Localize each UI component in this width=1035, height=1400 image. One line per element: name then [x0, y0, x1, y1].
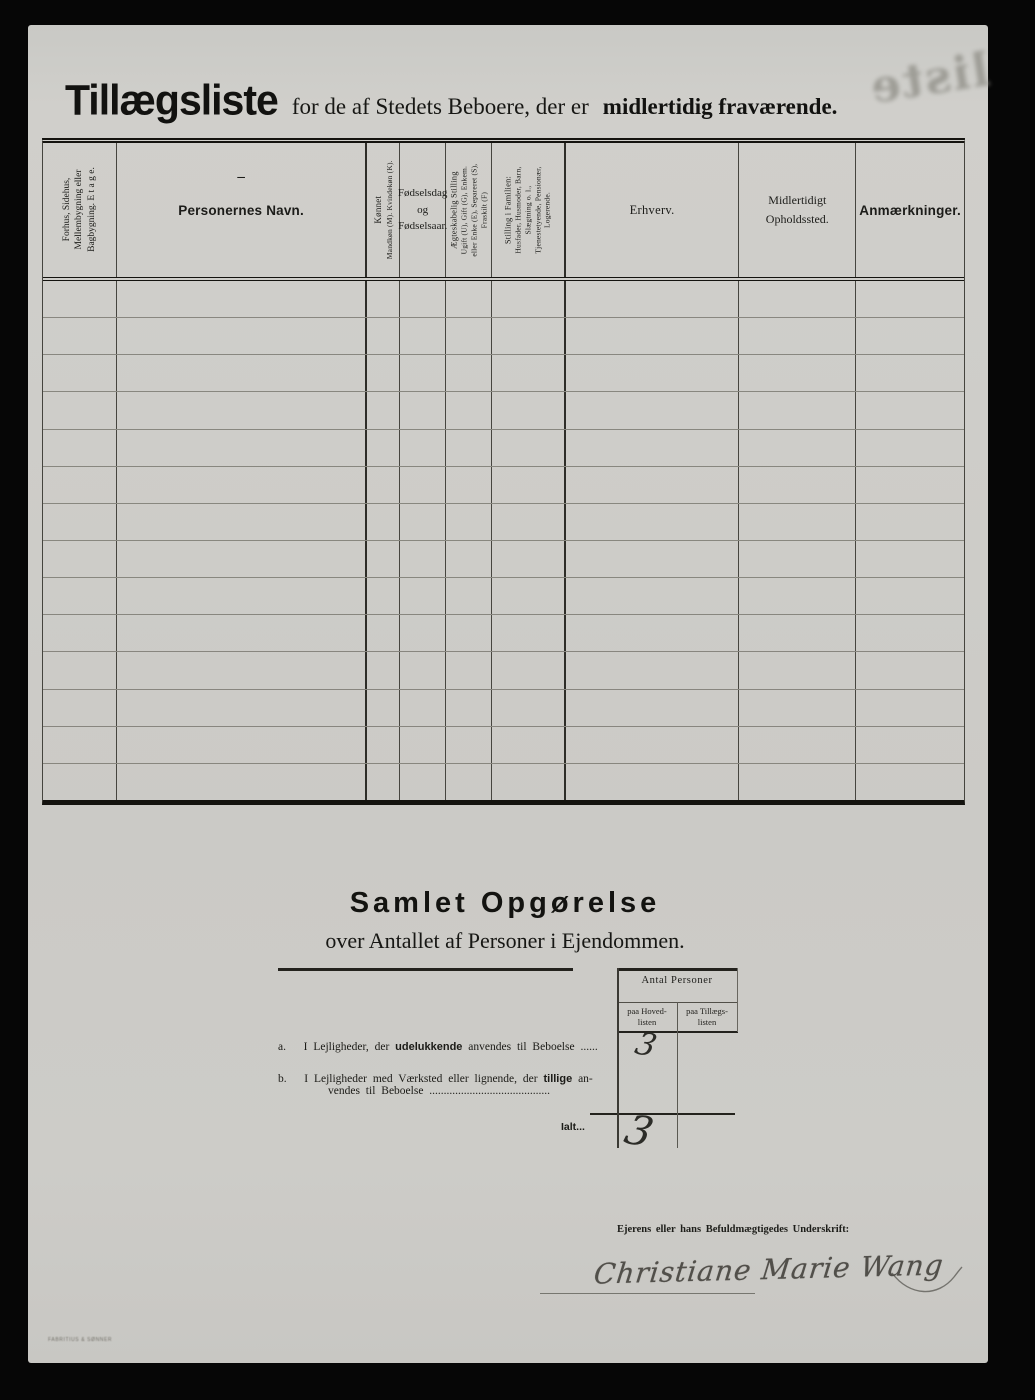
table-cell [400, 430, 446, 466]
table-cell [43, 764, 117, 800]
table-cell [566, 430, 740, 466]
header-building-l1: Forhus, Sidehus, [61, 178, 72, 242]
table-cell [400, 615, 446, 651]
table-cell [117, 690, 368, 726]
table-cell [739, 578, 856, 614]
table-cell [739, 392, 856, 428]
header-residence-text [739, 143, 855, 277]
summary-subheading: over Antallet af Personer i Ejendommen. [325, 928, 685, 953]
header-occupation-label: Erhverv. [629, 202, 675, 217]
header-remarks-label: Anmærkninger. [859, 202, 961, 218]
table-cell [367, 281, 400, 317]
header-marital-l1: Ægteskabelig Stilling [448, 171, 459, 249]
header-marital [446, 143, 492, 277]
header-birth [397, 143, 448, 277]
table-cell [492, 392, 566, 428]
table-cell [117, 764, 368, 800]
table-row [43, 281, 964, 318]
table-cell [367, 764, 400, 800]
table-cell [566, 727, 740, 763]
table-cell [367, 652, 400, 688]
header-family-l4: Tjenestetyende, Pensionær, [533, 166, 543, 254]
table-cell [367, 727, 400, 763]
form-title-rest: for de af Stedets Beboere, der er [291, 94, 589, 119]
header-residence [739, 143, 856, 277]
header-marital-text [448, 163, 488, 256]
table-cell [856, 504, 964, 540]
table-cell [43, 615, 117, 651]
table-row [43, 541, 964, 578]
header-residence-l1: Midlertidigt [768, 192, 827, 207]
table-cell [117, 355, 368, 391]
table-cell [367, 615, 400, 651]
table-cell [446, 727, 492, 763]
header-birth-l2: og [417, 203, 429, 216]
header-building-l2: Mellembygning eller [74, 170, 85, 250]
table-row [43, 727, 964, 764]
summary-row-a [278, 1041, 610, 1053]
table-row [43, 690, 964, 727]
header-residence-l2: Opholdssted. [765, 212, 829, 226]
header-family [492, 143, 566, 277]
table-cell [117, 652, 368, 688]
table-row [43, 615, 964, 652]
table-cell [566, 355, 740, 391]
table-cell [566, 392, 740, 428]
table-cell [492, 541, 566, 577]
header-family-l3: Slægtning o. l., [523, 185, 533, 235]
header-family-text [503, 166, 553, 253]
header-occupation [566, 143, 740, 277]
table-cell [43, 504, 117, 540]
summary-row-b-post: an- [572, 1073, 593, 1085]
summary-row-a-post: anvendes til Beboelse ...... [462, 1041, 598, 1053]
persons-table [42, 138, 965, 805]
header-marital-l2: Ugift (U), Gift (G), Enkem. [459, 165, 469, 255]
table-row [43, 318, 964, 355]
header-birth-l1: Fødselsdag [397, 187, 448, 200]
table-cell [446, 541, 492, 577]
table-cell [739, 541, 856, 577]
table-cell [739, 318, 856, 354]
header-name-label: Personernes Navn. [178, 202, 304, 218]
census-form-page [28, 25, 994, 1363]
summary-row-a-bold: udelukkende [395, 1041, 463, 1053]
table-cell [43, 690, 117, 726]
table-cell [856, 541, 964, 577]
table-cell [43, 652, 117, 688]
table-row [43, 467, 964, 504]
summary-row-b-label: b. [278, 1073, 287, 1085]
table-cell [400, 318, 446, 354]
summary-col-tillaegs-l1: paa Tillægs- [686, 1006, 728, 1016]
table-cell [367, 578, 400, 614]
table-cell [446, 318, 492, 354]
table-cell [117, 467, 368, 503]
table-cell [739, 430, 856, 466]
table-cell [446, 467, 492, 503]
header-sex-text [373, 161, 394, 260]
table-cell [117, 281, 368, 317]
header-birth-l3: Fødselsaar. [398, 220, 448, 233]
table-cell [739, 355, 856, 391]
summary-row-a-label: a. [278, 1041, 286, 1053]
table-cell [446, 578, 492, 614]
header-building [43, 143, 117, 277]
table-row [43, 392, 964, 429]
summary-vline-left [617, 968, 619, 1148]
table-cell [856, 281, 964, 317]
summary-col-hovedlisten [617, 1006, 677, 1027]
table-row [43, 578, 964, 615]
header-name-dash: – [237, 169, 245, 185]
table-cell [566, 318, 740, 354]
summary-row-b-bold: tillige [543, 1073, 573, 1085]
table-cell [117, 392, 368, 428]
table-cell [446, 392, 492, 428]
header-name [117, 143, 368, 277]
table-cell [856, 318, 964, 354]
table-cell [492, 430, 566, 466]
table-row [43, 652, 964, 689]
table-cell [566, 652, 740, 688]
signature-label: Ejerens eller hans Befuldmægtigedes Underskrift: [617, 1224, 850, 1235]
table-cell [117, 578, 368, 614]
table-cell [367, 318, 400, 354]
table-cell [492, 504, 566, 540]
table-cell [367, 467, 400, 503]
table-row [43, 764, 964, 800]
table-cell [117, 504, 368, 540]
table-cell [43, 727, 117, 763]
table-cell [566, 764, 740, 800]
table-cell [446, 690, 492, 726]
summary-count-header: Antal Personer [641, 975, 713, 986]
table-cell [400, 281, 446, 317]
table-cell [446, 504, 492, 540]
form-title-main: Tillægsliste [65, 75, 278, 125]
table-cell [446, 430, 492, 466]
signature-handwriting: Christiane Marie Wang [592, 1248, 946, 1291]
table-cell [566, 541, 740, 577]
header-family-l2: Husfader, Husmoder, Barn, [513, 166, 523, 254]
signature-flourish-icon [890, 1263, 964, 1307]
table-cell [446, 615, 492, 651]
table-cell [856, 652, 964, 688]
table-cell [856, 467, 964, 503]
summary-row-b-line2: vendes til Beboelse .......................................... [328, 1085, 551, 1097]
table-cell [400, 467, 446, 503]
header-marital-l4: Fraskilt (F) [478, 191, 488, 229]
handwritten-value-total: 3 [619, 1105, 659, 1157]
table-cell [566, 690, 740, 726]
table-cell [400, 727, 446, 763]
header-sex-l1: Kønnet [372, 196, 383, 224]
form-title [65, 77, 965, 124]
signature-underline [540, 1293, 755, 1294]
summary-total-label: Ialt... [561, 1121, 585, 1133]
table-cell [400, 355, 446, 391]
table-cell [400, 690, 446, 726]
table-cell [43, 541, 117, 577]
table-cell [856, 430, 964, 466]
header-birth-text [397, 143, 448, 277]
table-cell [492, 467, 566, 503]
table-row [43, 355, 964, 392]
summary-row-a-pre: I Lejligheder, der [303, 1041, 396, 1053]
table-cell [856, 392, 964, 428]
table-cell [400, 504, 446, 540]
table-cell [117, 727, 368, 763]
table-cell [43, 281, 117, 317]
table-cell [400, 392, 446, 428]
summary-col-hoved-l2: listen [637, 1016, 657, 1027]
table-cell [856, 615, 964, 651]
table-cell [446, 764, 492, 800]
table-cell [492, 727, 566, 763]
table-cell [566, 504, 740, 540]
table-cell [492, 318, 566, 354]
table-row [43, 504, 964, 541]
table-cell [739, 281, 856, 317]
table-cell [566, 467, 740, 503]
table-cell [446, 281, 492, 317]
table-cell [400, 541, 446, 577]
table-cell [492, 764, 566, 800]
table-cell [43, 355, 117, 391]
persons-table-header [43, 143, 964, 281]
summary-toprule-left [278, 968, 573, 971]
table-cell [43, 392, 117, 428]
summary-col-tillaegs-l2: listen [697, 1016, 717, 1027]
form-title-emphasis: midlertidig fraværende. [602, 94, 838, 119]
summary-heading: Samlet Opgørelse [349, 887, 661, 919]
header-marital-l3: eller Enke (E), Separeret (S), [469, 163, 479, 257]
summary-toprule-right [617, 968, 738, 971]
header-building-l3: Bagbygning. E t a g e. [86, 167, 97, 253]
header-family-l5: Logerende. [543, 192, 553, 228]
table-cell [492, 578, 566, 614]
table-cell [739, 504, 856, 540]
table-cell [739, 652, 856, 688]
table-cell [117, 541, 368, 577]
table-cell [492, 281, 566, 317]
table-cell [856, 355, 964, 391]
table-cell [367, 392, 400, 428]
table-cell [739, 764, 856, 800]
table-cell [566, 281, 740, 317]
table-cell [367, 690, 400, 726]
table-cell [566, 615, 740, 651]
table-cell [117, 430, 368, 466]
table-cell [400, 652, 446, 688]
summary-vline-right [737, 968, 738, 1032]
table-cell [739, 727, 856, 763]
summary-row-b [278, 1073, 610, 1097]
table-cell [856, 764, 964, 800]
table-cell [566, 578, 740, 614]
table-row [43, 430, 964, 467]
table-body [43, 281, 964, 800]
table-cell [446, 652, 492, 688]
table-cell [492, 690, 566, 726]
table-cell [367, 430, 400, 466]
header-building-wrap [43, 143, 116, 277]
summary-row-b-pre: I Lejligheder med Værksted eller lignende, der [304, 1073, 544, 1085]
table-cell [43, 578, 117, 614]
table-cell [492, 652, 566, 688]
table-cell [492, 355, 566, 391]
table-cell [43, 467, 117, 503]
summary-col-tillaegslisten [677, 1006, 737, 1027]
table-cell [117, 318, 368, 354]
table-cell [856, 727, 964, 763]
table-cell [400, 764, 446, 800]
table-cell [367, 504, 400, 540]
table-cell [492, 615, 566, 651]
table-cell [367, 355, 400, 391]
showthrough-text: liste [864, 42, 994, 115]
header-family-l1: Stilling i Familien: [502, 175, 513, 245]
header-sex-l2: Mandkøn (M). Kvindekøn (K). [384, 160, 394, 260]
summary-col-hoved-l1: paa Hoved- [627, 1006, 667, 1016]
printer-imprint: FABRITIUS & SØNNER [48, 1337, 113, 1343]
table-cell [739, 690, 856, 726]
table-cell [367, 541, 400, 577]
header-building-text [61, 168, 98, 253]
table-cell [400, 578, 446, 614]
table-cell [856, 690, 964, 726]
table-cell [739, 615, 856, 651]
header-sex [367, 143, 400, 277]
table-cell [446, 355, 492, 391]
table-cell [43, 318, 117, 354]
table-cell [43, 430, 117, 466]
table-cell [739, 467, 856, 503]
header-remarks [856, 143, 964, 277]
summary-totalrule [590, 1113, 735, 1115]
table-cell [856, 578, 964, 614]
handwritten-value-row-a: 3 [631, 1025, 661, 1065]
table-cell [117, 615, 368, 651]
